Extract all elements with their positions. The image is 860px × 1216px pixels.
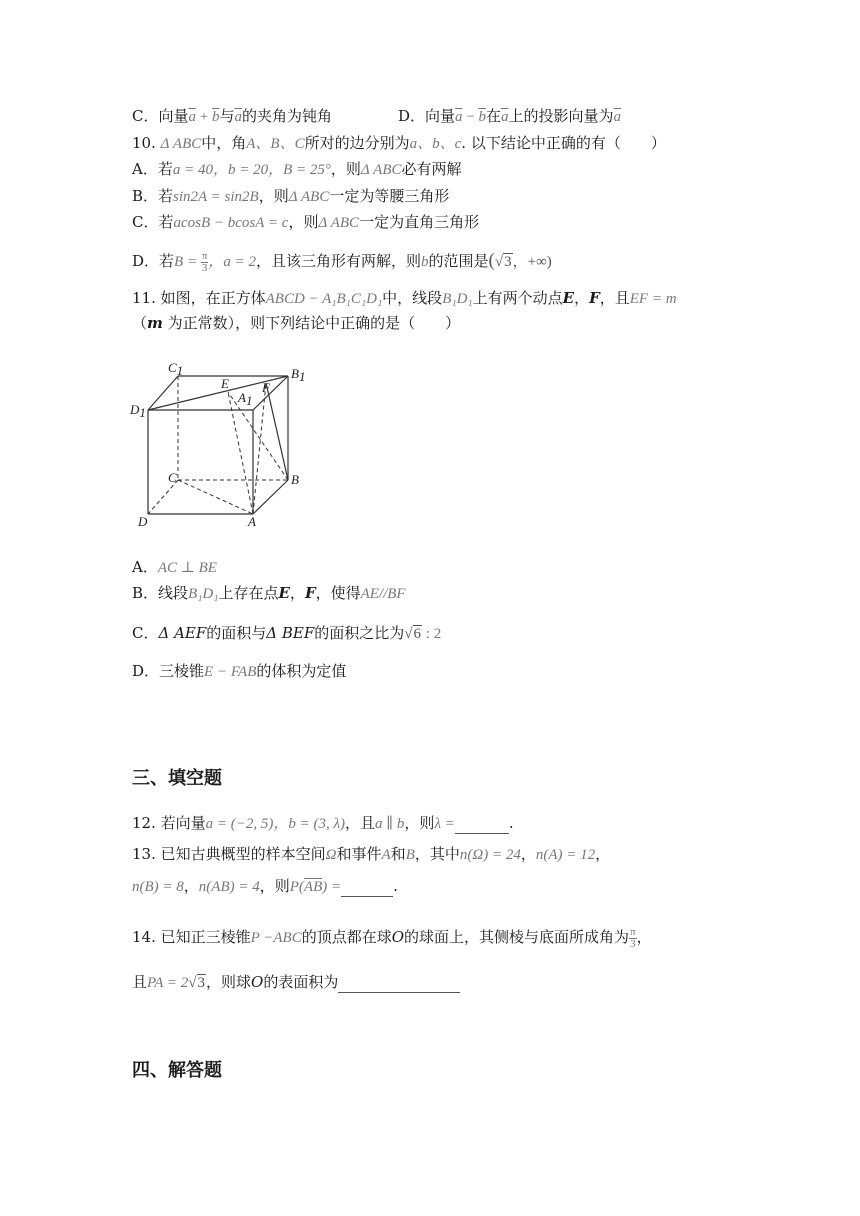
q14-line1: 14. 已知正三棱锥P −ABC的顶点都在球O的球面上，其侧棱与底面所成角为 $\frac{\pi}{3}$ ， — [132, 925, 652, 950]
label-f: F — [262, 380, 270, 395]
q10-option-a: A．若a = 40，b = 20，B = 25°，则Δ ABC必有两解 — [132, 160, 462, 178]
q9-option-d: D．向量$\overline{a} - \overline{b}$在$\overline{a}$上的投影向量为$\overline{a}$ — [398, 107, 622, 125]
answer-blank[interactable] — [338, 972, 460, 993]
label-b1: B1 — [291, 366, 306, 384]
q11-stem-line1: 11. 如图，在正方体ABCD − A₁B₁C₁D₁中，线段B₁D₁上有两个动点E，F，且EF = m — [132, 289, 677, 307]
seg-a-f — [253, 383, 266, 514]
diag-c-a — [178, 480, 253, 514]
label-c: C — [168, 470, 177, 485]
cube-figure — [128, 352, 318, 542]
answer-blank[interactable] — [455, 813, 509, 834]
sqrt-symbol: √6 — [404, 626, 422, 642]
q12: 12. 若向量a = (−2, 5)，b = (3, λ)，且a ∥ b，则λ = . — [132, 814, 514, 832]
fraction-pi-over-3: $\frac{\pi}{3}$ — [630, 925, 636, 950]
seg-b-f — [266, 383, 288, 480]
label-a1: A1 — [238, 390, 253, 408]
q11-option-a: A．AC ⊥ BE — [132, 558, 217, 576]
label-c1: C1 — [168, 360, 184, 378]
sqrt-symbol: √3 — [188, 975, 205, 991]
q14-line2: 且PA = 2√3，则球O的表面积为 — [132, 972, 460, 993]
q9-option-c: C．向量$\overline{a} + \overline{b}$与$\overline{a}$的夹角为钝角 — [132, 107, 332, 125]
q10-option-d: D．若B = $\frac{\pi}{3}$ ，a = 2，且该三角形有两解，则b的范围是(√3，+∞) — [132, 249, 552, 274]
label-d: D — [138, 514, 148, 529]
edge-a-b — [253, 480, 288, 514]
q11-option-d: D．三棱锥E − FAB的体积为定值 — [132, 662, 347, 680]
q11-option-c: C．Δ AEF的面积与Δ BEF的面积之比为√6 : 2 — [132, 624, 442, 642]
q10-stem: 10. Δ ABC中，角A、B、C所对的边分别为a、b、c. 以下结论中正确的有（ ） — [132, 134, 666, 152]
section-3-heading: 三、填空题 — [132, 768, 222, 789]
q11-option-b: B．线段B₁D₁上存在点E，F，使得AE//BF — [132, 584, 406, 602]
label-b: B — [291, 472, 299, 487]
label-d1: D1 — [130, 402, 146, 420]
q10-option-c: C．若acosB − bcosA = c，则Δ ABC一定为直角三角形 — [132, 213, 480, 231]
q10-option-b: B．若sin2A = sin2B，则Δ ABC一定为等腰三角形 — [132, 187, 450, 205]
fraction-pi-over-3: $\frac{\pi}{3}$ — [201, 249, 208, 274]
edge-c-d — [148, 480, 178, 514]
edge-d1-c1 — [148, 376, 178, 410]
label-e: E — [221, 376, 229, 391]
sqrt-symbol: √3 — [494, 254, 512, 270]
section-4-heading: 四、解答题 — [132, 1060, 222, 1081]
answer-blank[interactable] — [341, 876, 393, 897]
label-a: A — [248, 514, 256, 529]
q13-line1: 13. 已知古典概型的样本空间Ω和事件A和B，其中n(Ω) = 24，n(A) = 12， — [132, 845, 611, 863]
q13-line2: n(B) = 8，n(AB) = 4，则$P(\overline{AB})$ = . — [132, 877, 398, 895]
q11-stem-line2: （m 为正常数），则下列结论中正确的是（ ） — [132, 314, 461, 332]
